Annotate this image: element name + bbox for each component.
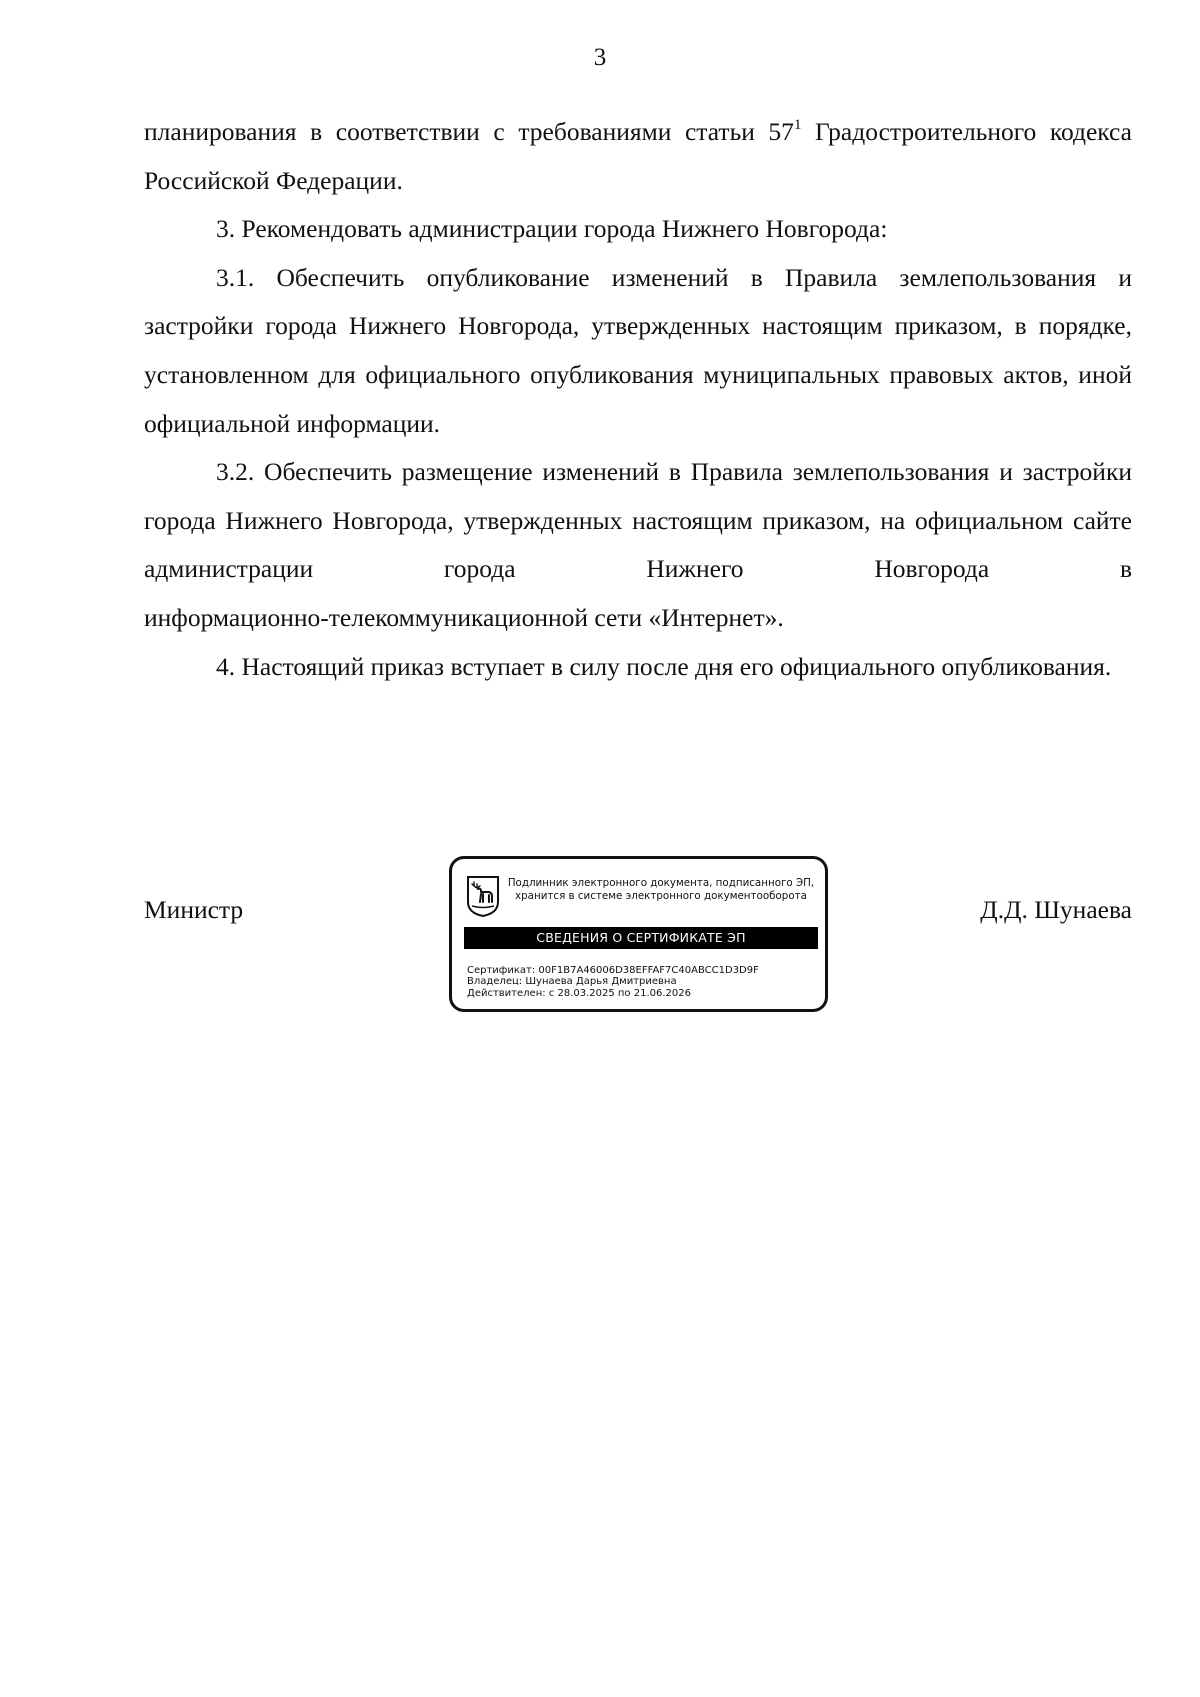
paragraph-text: Градостроительного кодекса Российской Федерации. [144,117,1132,195]
paragraph-item-3-1: 3.1. Обеспечить опубликование изменений в Правила землепользования и застройки города Нижнего Новгорода, утвержденных настоящим приказом, в порядке, установленном для официального опубликования муниципальных правовых актов, иной официальной информации. [144,262,1132,438]
paragraph-text: планирования в соответствии с требованиями статьи 57 [144,117,794,146]
stamp-header [502,877,820,903]
certificate-info-banner: СВЕДЕНИЯ О СЕРТИФИКАТЕ ЭП [464,927,818,949]
certificate-validity: Действителен: с 28.03.2025 по 21.06.2026 [467,987,691,999]
paragraph-item-3-2: 3.2. Обеспечить размещение изменений в Правила землепользования и застройки города Нижнего Новгорода, утвержденных настоящим приказом, на официальном сайте администрации города Нижнего Новгорода в [144,457,1132,584]
page-number: 3 [593,44,607,71]
stamp-header-line: хранится в системе электронного документооборота [515,890,807,902]
signer-position: Министр [144,895,244,924]
certificate-owner: Владелец: Шунаева Дарья Дмитриевна [467,976,677,988]
paragraph-urban-planning-code [144,108,1132,205]
deer-emblem-icon [466,875,500,917]
stamp-header-line: Подлинник электронного документа, подписанного ЭП, [507,877,815,889]
signer-name: Д.Д. Шунаева [980,895,1132,924]
paragraph-item-3: 3. Рекомендовать администрации города Нижнего Новгорода: [216,214,888,244]
paragraph-item-3-2-continuation: информационно-телекоммуникационной сети «Интернет». [144,602,784,632]
article-superscript: 1 [793,117,802,133]
certificate-details [467,965,759,999]
document-body [144,108,1132,691]
paragraph-item-4: 4. Настоящий приказ вступает в силу после дня его официального опубликования. [216,651,1112,681]
electronic-signature-stamp [449,856,828,1012]
certificate-number: Сертификат: 00F1B7A46006D38EFFAF7C40ABCC1D3D9F [467,965,759,976]
